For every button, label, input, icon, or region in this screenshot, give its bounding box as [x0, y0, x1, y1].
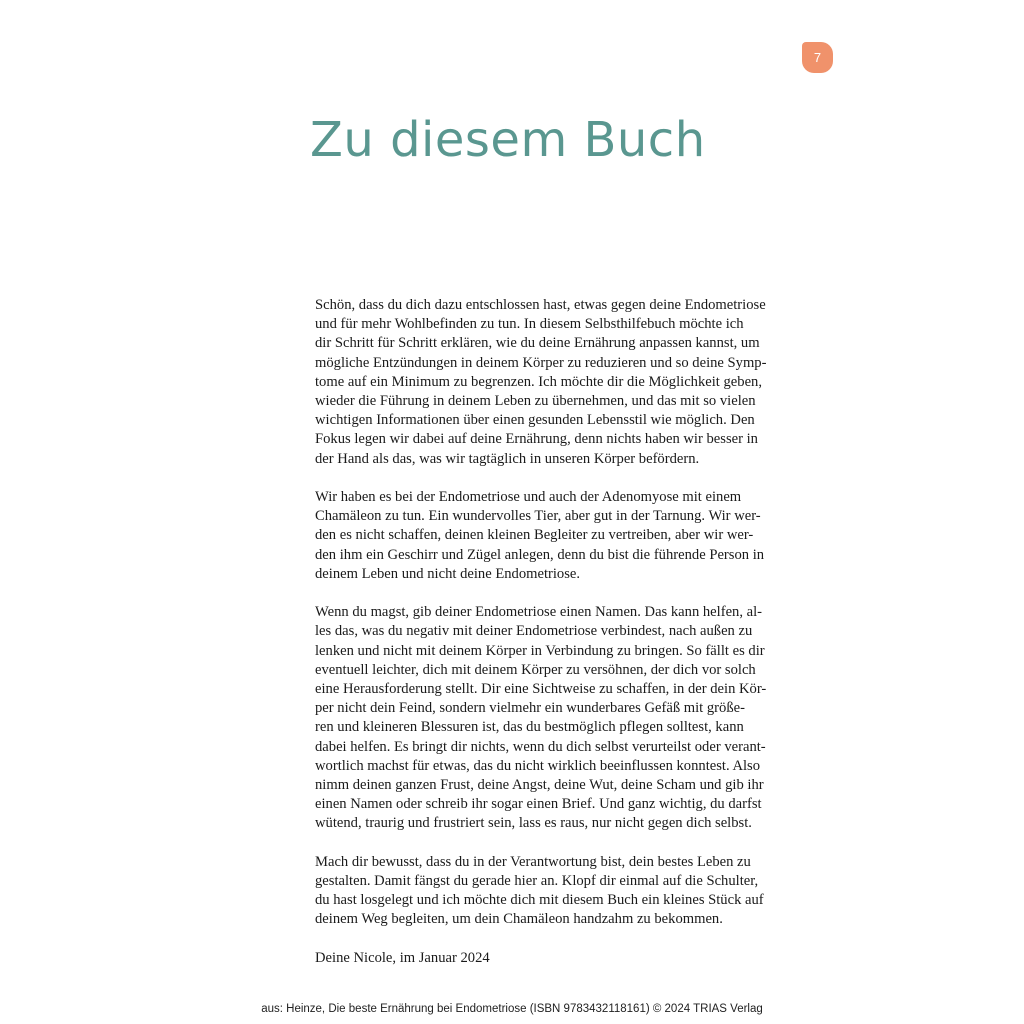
chapter-title: Zu diesem Buch: [310, 112, 706, 168]
paragraph-line: den es nicht schaffen, deinen kleinen Begleiter zu vertreiben, aber wir wer-: [315, 527, 754, 544]
paragraph-line: deinem Leben und nicht deine Endometriose.: [315, 565, 581, 582]
paragraphs: [315, 296, 790, 930]
paragraph-line: wortlich machst für etwas, das du nicht wirklich beeinflussen konntest. Also: [315, 757, 761, 774]
body-text: [315, 296, 790, 968]
paragraph-line: wichtigen Informationen über einen gesunden Lebensstil wie möglich. Den: [315, 412, 755, 429]
paragraph-line: dir Schritt für Schritt erklären, wie du deine Ernährung anpassen kannst, um: [315, 335, 760, 352]
paragraph-line: Mach dir bewusst, dass du in der Verantwortung bist, dein bestes Leben zu: [315, 853, 751, 870]
paragraph-line: per nicht dein Feind, sondern vielmehr ein wunderbares Gefäß mit größe-: [315, 700, 745, 717]
paragraph-line: gestalten. Damit fängst du gerade hier an. Klopf dir einmal auf die Schulter,: [315, 873, 759, 890]
paragraph-line: wieder die Führung in deinem Leben zu übernehmen, und das mit so vielen: [315, 393, 756, 410]
paragraph-line: einen Namen oder schreib ihr sogar einen Brief. Und ganz wichtig, du darfst: [315, 796, 762, 813]
paragraph-line: eine Herausforderung stellt. Dir eine Sichtweise zu schaffen, in der dein Kör-: [315, 681, 767, 698]
paragraph-line: Schön, dass du dich dazu entschlossen hast, etwas gegen deine Endometriose: [315, 297, 766, 313]
paragraph: [315, 603, 790, 833]
paragraph-line: Wenn du magst, gib deiner Endometriose einen Namen. Das kann helfen, al-: [315, 604, 763, 621]
paragraph-line: Wir haben es bei der Endometriose und auch der Adenomyose mit einem: [315, 489, 742, 506]
paragraph: [315, 853, 790, 930]
paragraph-line: eventuell leichter, dich mit deinem Körper zu versöhnen, der dich vor solch: [315, 661, 756, 678]
paragraph-line: mögliche Entzündungen in deinem Körper zu reduzieren und so deine Symp-: [315, 354, 767, 371]
paragraph-line: Fokus legen wir dabei auf deine Ernährung, denn nichts haben wir besser in: [315, 431, 758, 448]
paragraph-line: Chamäleon zu tun. Ein wundervolles Tier, aber gut in der Tarnung. Wir wer-: [315, 508, 761, 525]
paragraph-line: der Hand als das, was wir tagtäglich in unseren Körper befördern.: [315, 450, 700, 467]
paragraph-line: tome auf ein Minimum zu begrenzen. Ich möchte dir die Möglichkeit geben,: [315, 373, 762, 390]
paragraph-line: du hast losgelegt und ich möchte dich mit diesem Buch ein kleines Stück auf: [315, 892, 764, 909]
signature: Deine Nicole, im Januar 2024: [315, 949, 490, 966]
paragraph-line: deinem Weg begleiten, um dein Chamäleon handzahm zu bekommen.: [315, 911, 723, 928]
page-number: 7: [813, 50, 822, 65]
paragraph-line: wütend, traurig und frustriert sein, lass es raus, nur nicht gegen dich selbst.: [315, 815, 752, 832]
paragraph: [315, 296, 790, 469]
page-number-badge: [802, 42, 833, 73]
source-footer: aus: Heinze, Die beste Ernährung bei Endometriose (ISBN 9783432118161) © 2024 TRIAS Verlag: [261, 1003, 763, 1015]
paragraph-line: und für mehr Wohlbefinden zu tun. In diesem Selbsthilfebuch möchte ich: [315, 316, 744, 333]
paragraph-line: nimm deinen ganzen Frust, deine Angst, deine Wut, deine Scham und gib ihr: [315, 777, 764, 794]
paragraph-line: den ihm ein Geschirr und Zügel anlegen, denn du bist die führende Person in: [315, 546, 765, 563]
paragraph-line: ren und kleineren Blessuren ist, das du bestmöglich pflegen solltest, kann: [315, 719, 744, 736]
paragraph-line: dabei helfen. Es bringt dir nichts, wenn du dich selbst verurteilst oder verant-: [315, 738, 766, 755]
paragraph-line: lenken und nicht mit deinem Körper in Verbindung zu bringen. So fällt es dir: [315, 642, 765, 659]
paragraph-line: les das, was du negativ mit deiner Endometriose verbindest, nach außen zu: [315, 623, 753, 640]
paragraph: [315, 488, 790, 584]
